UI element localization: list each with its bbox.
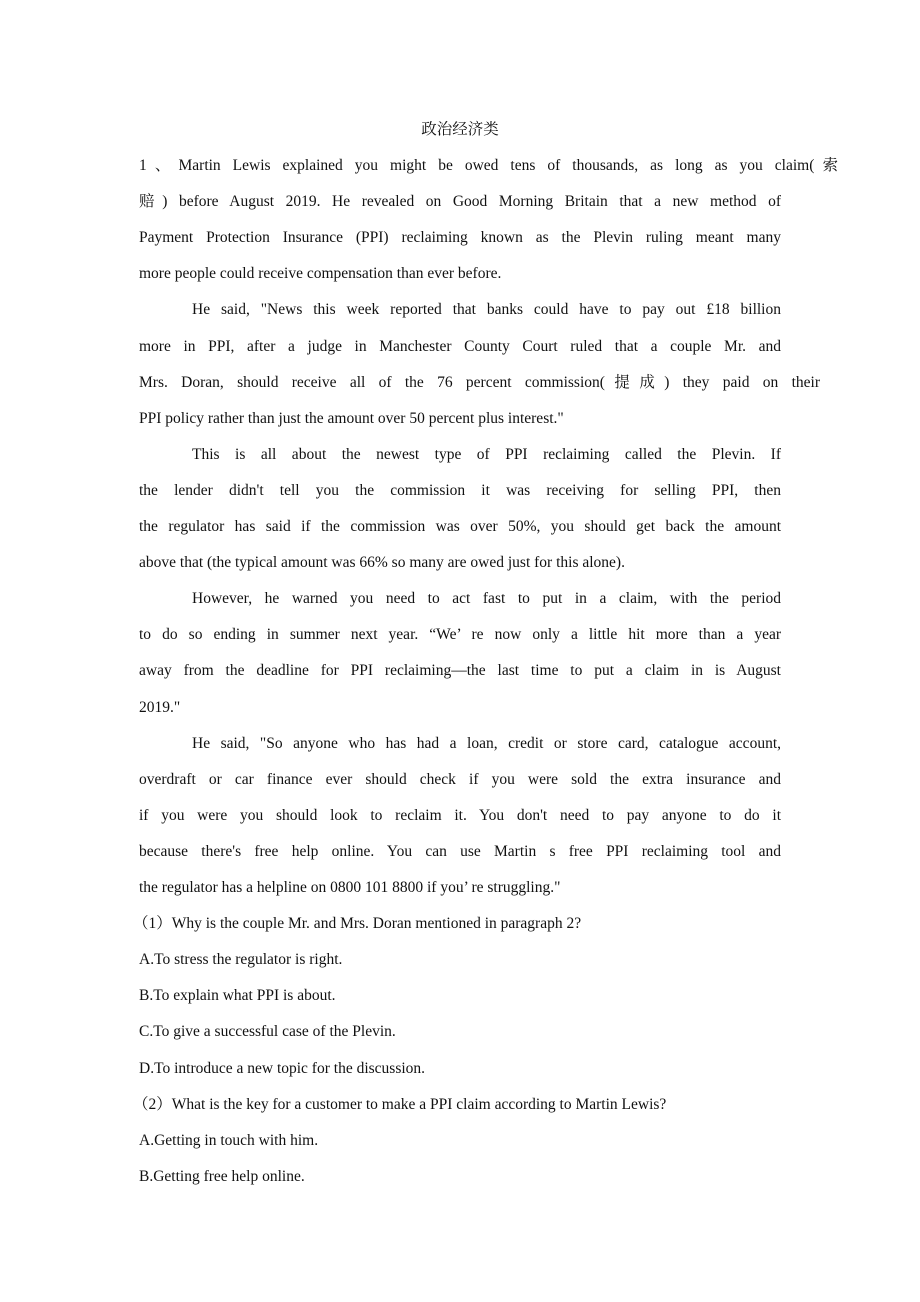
- paragraph-5-line: if you were you should look to reclaim it. You don't need to pay anyone to do it: [139, 806, 781, 824]
- paragraph-4-line: However, he warned you need to act fast to put in a claim, with the period: [192, 590, 781, 608]
- question-1-option: C.To give a successful case of the Plevin.: [139, 1023, 396, 1041]
- question-1-option: B.To explain what PPI is about.: [139, 987, 336, 1005]
- paragraph-2-line: more in PPI, after a judge in Manchester County Court ruled that a couple Mr. and: [139, 337, 781, 355]
- paragraph-1-line: 赔) before August 2019. He revealed on Good Morning Britain that a new method of: [139, 193, 781, 211]
- question-2-option: A.Getting in touch with him.: [139, 1131, 319, 1149]
- paragraph-5-line: overdraft or car finance ever should check if you were sold the extra insurance and: [139, 770, 781, 788]
- paragraph-3-line: the regulator has said if the commission was over 50%, you should get back the amount: [139, 518, 781, 535]
- document-title: 政治经济类: [421, 121, 499, 138]
- paragraph-1-line: more people could receive compensation than ever before.: [139, 265, 502, 283]
- paragraph-2-line: Mrs. Doran, should receive all of the 76 percent commission(提成) they paid on their: [139, 373, 820, 391]
- question-2-stem: （2）What is the key for a customer to make a PPI claim according to Martin Lewis?: [133, 1095, 667, 1113]
- paragraph-4-line: away from the deadline for PPI reclaiming—the last time to put a claim in is August: [139, 662, 781, 680]
- paragraph-3-line: This is all about the newest type of PPI reclaiming called the Plevin. If: [192, 445, 781, 463]
- question-2-option: B.Getting free help online.: [139, 1167, 305, 1185]
- paragraph-2-line: PPI policy rather than just the amount over 50 percent plus interest.": [139, 409, 564, 427]
- paragraph-5-line: He said, "So anyone who has had a loan, credit or store card, catalogue account,: [192, 734, 781, 752]
- question-1-stem: （1）Why is the couple Mr. and Mrs. Doran mentioned in paragraph 2?: [133, 915, 582, 933]
- paragraph-1-line: Payment Protection Insurance (PPI) reclaiming known as the Plevin ruling meant many: [139, 229, 781, 247]
- paragraph-5-line: because there's free help online. You can use Martin s free PPI reclaiming tool and: [139, 842, 781, 860]
- paragraph-4-line: 2019.": [139, 698, 181, 716]
- question-1-option: D.To introduce a new topic for the discussion.: [139, 1059, 426, 1077]
- paragraph-2-line: He said, "News this week reported that banks could have to pay out £18 billion: [192, 301, 781, 319]
- paragraph-5-line: the regulator has a helpline on 0800 101 8800 if you’ re struggling.": [139, 879, 561, 896]
- paragraph-3-line: the lender didn't tell you the commission it was receiving for selling PPI, then: [139, 481, 781, 499]
- paragraph-3-line: above that (the typical amount was 66% so many are owed just for this alone).: [139, 554, 625, 572]
- paragraph-1-line: 1、Martin Lewis explained you might be owed tens of thousands, as long as you claim(索: [139, 157, 838, 174]
- paragraph-4-line: to do so ending in summer next year. “We’ re now only a little hit more than a year: [139, 626, 781, 644]
- question-1-option: A.To stress the regulator is right.: [139, 951, 343, 969]
